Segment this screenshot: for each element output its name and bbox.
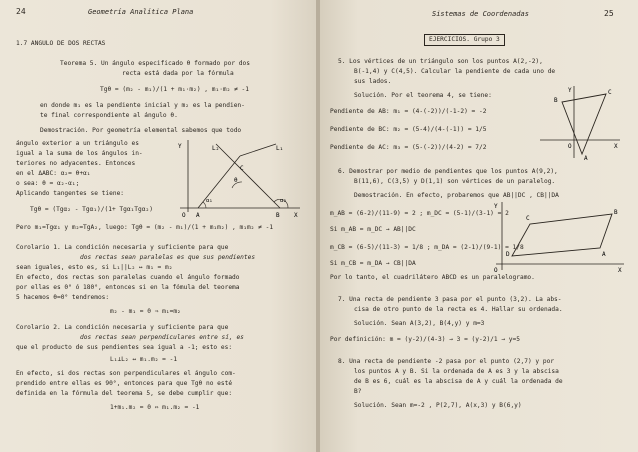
corolario2-line-7: definida en la fórmula del teorema 5, se debe cumplir que: [16, 390, 233, 397]
corolario2-line-5: En efecto, si dos rectas son perpendiculares el ángulo com- [16, 370, 236, 377]
corolario1-line-1: Corolario 1. La condición necesaria y suficiente para que [16, 244, 229, 251]
fig-label-alpha2: α₂ [280, 198, 287, 204]
ex7-line-1: 7. Una recta de pendiente 3 pasa por el punto (3,2). La abs- [338, 296, 562, 303]
fig-label-alpha1: α₁ [206, 198, 213, 204]
fig-label-a: A [196, 212, 200, 219]
demo-line-4: teriores no adyacentes. Entonces [16, 160, 136, 167]
fig-label-l1: L₁ [276, 145, 284, 152]
ex8-line-2: los puntos A y B. Si la ordenada de A es 3 y la abscisa [354, 368, 559, 375]
ex6-line-1: 6. Demostrar por medio de pendientes que los puntos A(9,2), [338, 168, 558, 175]
par-label-o: O [494, 267, 498, 274]
ex8-line-3: de B es 6, cuál es la abscisa de A y cuál la ordenada de [354, 378, 563, 385]
demo-line-3: igual a la suma de los ángulos in- [16, 150, 143, 157]
ex5-slope-bc: Pendiente de BC: m₂ = (5-4)/(4-(-1)) = 1/5 [330, 126, 487, 133]
left-page [0, 0, 318, 452]
ex6-conclusion: Por lo tanto, el cuadrilátero ABCD es un paralelogramo. [330, 274, 535, 281]
par-label-x: X [618, 267, 622, 274]
formula-1: Tgθ = (m₂ - m₁)/(1 + m₁·m₂) , m₁·m₂ ≠ -1 [100, 86, 250, 93]
demo-line-2: ángulo exterior a un triángulo es [16, 140, 139, 147]
demo-line-5: en el ΔABC: α₂= θ+α₁ [16, 170, 91, 177]
page-number-left: 24 [16, 7, 26, 16]
corolario1-line-2: dos rectas sean paralelas es que sus pendientes [80, 254, 256, 261]
ex8-line-1: 8. Una recta de pendiente -2 pasa por el punto (2,7) y por [338, 358, 555, 365]
corolario1-line-6: 5 hacemos θ=0° tendremos: [16, 294, 110, 301]
fig-label-x: X [294, 212, 298, 219]
tri-label-x: X [614, 143, 618, 150]
section-title: 1.7 ANGULO DE DOS RECTAS [16, 40, 106, 47]
tri-label-y: Y [568, 87, 572, 94]
ex5-line-1: 5. Los vértices de un triángulo son los puntos A(2,-2), [338, 58, 543, 65]
ex6-parallel-2: Si m_CB = m_DA → CB||DA [330, 260, 416, 267]
corolario2-line-3: que el producto de sus pendientes sea igual a -1; esto es: [16, 344, 233, 351]
demo-line-9: Pero m₁=Tgα₁ y m₂=TgA₂, luego: Tgθ = (m₂ - m₁)/(1 + m₁m₂) , m₁m₂ ≠ -1 [16, 224, 274, 231]
corolario1-line-3: sean iguales, esto es, si L₁||L₂ ↔ m₁ = m₂ [16, 264, 173, 271]
theorem-line-1: Teorema 5. Un ángulo especificado θ formado por dos [60, 60, 250, 67]
exercises-title: EJERCICIOS. Grupo 3 [424, 34, 505, 46]
parallelogram-figure [490, 200, 630, 276]
ex6-parallel-1: Si m_AB = m_DC → AB||DC [330, 226, 416, 233]
running-head-left: Geometría Analítica Plana [88, 8, 194, 16]
ex6-slope-cb-da: m_CB = (6-5)/(11-3) = 1/8 ; m_DA = (2-1)/(9-1) = 1/8 [330, 244, 524, 251]
corolario1-line-4: En efecto, dos rectas son paralelas cuando el ángulo formado [16, 274, 240, 281]
par-label-y: Y [494, 203, 498, 210]
corolario1-line-7: m₂ - m₁ = 0 ⇒ m₁=m₂ [110, 308, 181, 315]
page-number-right: 25 [604, 9, 614, 18]
ex5-line-3: sus lados. [354, 78, 392, 85]
tri-label-b: B [554, 97, 558, 104]
ex7-solution: Solución. Sean A(3,2), B(4,y) y m=3 [354, 320, 485, 327]
demo-line-6: o sea: θ = α₂-α₁; [16, 180, 80, 187]
corolario2-line-6: prendido entre ellas es 90°, entonces para que Tgθ no esté [16, 380, 233, 387]
ex5-solution: Solución. Por el teorema 4, se tiene: [354, 92, 492, 99]
triangle-figure [534, 84, 624, 164]
fig-label-b: B [276, 212, 280, 219]
par-label-d: D [506, 251, 510, 258]
demo-line-1: Demostración. Por geometría elemental sabemos que todo [40, 127, 242, 134]
theorem-line-2: recta está dada por la fórmula [122, 70, 234, 77]
ex6-line-2: B(11,6), C(3,5) y D(1,1) son vértices de un paralelog. [354, 178, 556, 185]
fig-label-l2: L₂ [212, 145, 220, 152]
ex5-slope-ab: Pendiente de AB: m₁ = (4-(-2))/(-1-2) = -2 [330, 108, 487, 115]
par-label-c: C [526, 215, 530, 222]
right-page [320, 0, 638, 452]
tri-label-c: C [608, 89, 612, 96]
ex7-definition: Por definición: m = (y-2)/(4-3) → 3 = (y-2)/1 → y=5 [330, 336, 520, 343]
ex6-demo: Demostración. En efecto, probaremos que AB||DC , CB||DA [354, 192, 559, 199]
ex5-line-2: B(-1,4) y C(4,5). Calcular la pendiente de cada uno de [354, 68, 556, 75]
fig-label-c: C [240, 165, 244, 172]
corolario2-line-4: L₁⊥L₂ ↔ m₁.m₂ = -1 [110, 356, 178, 363]
ex8-line-4: B? [354, 388, 362, 395]
par-label-a: A [602, 251, 606, 258]
running-head-right: Sistemas de Coordenadas [432, 10, 529, 18]
ex5-slope-ac: Pendiente de AC: m₃ = (5-(-2))/(4-2) = 7/2 [330, 144, 487, 151]
corolario2-line-2: dos rectas sean perpendiculares entre sí, es [80, 334, 244, 341]
ex7-line-2: cisa de otro punto de la recta es 4. Hallar su ordenada. [354, 306, 563, 313]
fig-label-y: Y [178, 143, 182, 150]
angle-figure [176, 138, 306, 220]
where-line-1: en donde m₁ es la pendiente inicial y m₂ es la pendien- [40, 102, 245, 109]
fig-label-theta: θ [234, 177, 238, 184]
corolario2-line-8: 1+m₁.m₂ = 0 ⇔ m₁.m₂ = -1 [110, 404, 200, 411]
tri-label-a: A [584, 155, 588, 162]
tri-label-o: O [568, 143, 572, 150]
line-l1-ext [240, 144, 276, 156]
fig-label-o: O [182, 212, 186, 219]
corolario2-line-1: Corolario 2. La condición necesaria y suficiente para que [16, 324, 229, 331]
ex6-slope-ab-dc: m_AB = (6-2)/(11-9) = 2 ; m_DC = (5-1)/(3-1) = 2 [330, 210, 509, 217]
ex8-solution: Solución. Sean m=-2 , P(2,7), A(x,3) y B(6,y) [354, 402, 522, 409]
corolario1-line-5: por ellas es 0° ó 180°, entonces si en la fómula del teorema [16, 284, 240, 291]
demo-line-8: Tgθ = (Tgα₂ - Tgα₁)/(1+ Tgα₁Tgα₂) [30, 206, 153, 213]
demo-line-7: Aplicando tangentes se tiene: [16, 190, 125, 197]
where-line-2: te final correspondiente al ángulo θ. [40, 112, 178, 119]
par-label-b: B [614, 209, 618, 216]
